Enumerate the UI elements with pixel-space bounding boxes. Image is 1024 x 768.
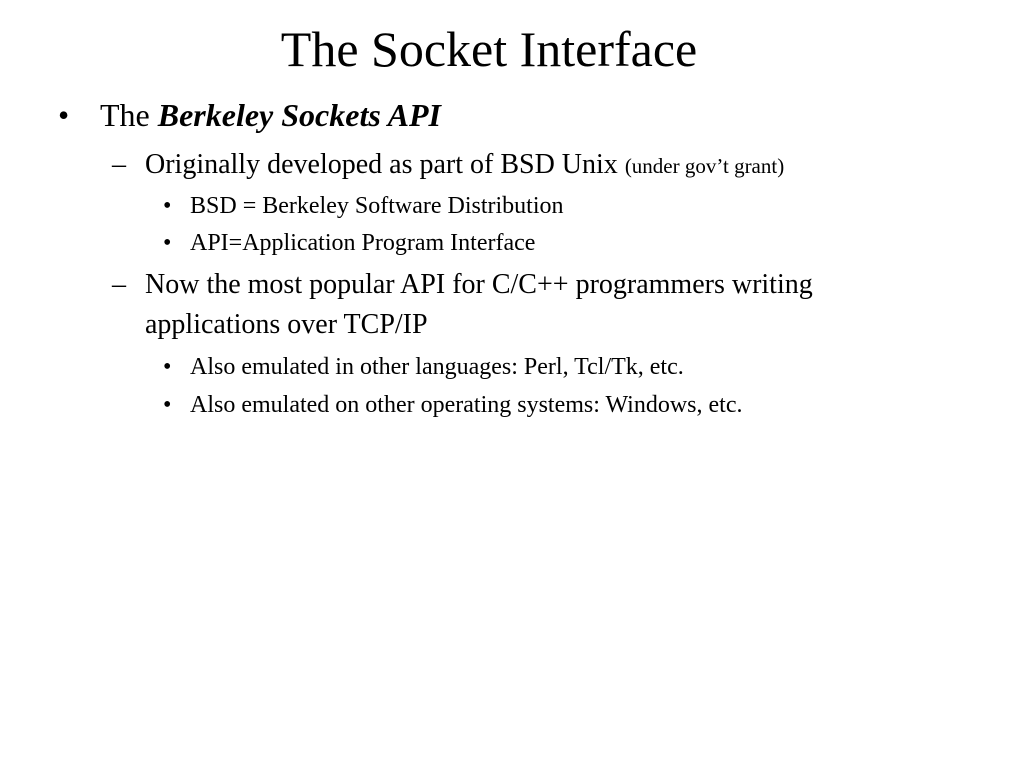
bullet-icon: •: [163, 354, 172, 380]
slide-title: The Socket Interface: [280, 21, 698, 77]
bullet-emphasis: Berkeley Sockets API: [157, 97, 441, 133]
bullet-icon: •: [163, 193, 172, 219]
bullet-icon: •: [163, 230, 172, 256]
dash-icon: –: [112, 149, 126, 180]
bullet-icon: •: [163, 392, 172, 418]
subsubitem-os: Also emulated on other operating systems: Windows, etc.: [190, 392, 743, 418]
subsubitem-bsd: BSD = Berkeley Software Distribution: [190, 193, 564, 219]
dash-icon: –: [112, 269, 126, 300]
subitem-popular-line1: Now the most popular API for C/C++ programmers writing: [145, 269, 813, 300]
subsubitem-api: API=Application Program Interface: [190, 230, 536, 256]
subitem-popular-line2: applications over TCP/IP: [145, 309, 428, 340]
subitem-note: (under gov’t grant): [624, 154, 785, 178]
bullet-icon: •: [58, 97, 70, 133]
subitem-text: Originally developed as part of BSD Unix: [145, 149, 625, 180]
subsubitem-languages: Also emulated in other languages: Perl, Tcl/Tk, etc.: [190, 354, 684, 380]
bullet-prefix: The: [100, 97, 158, 133]
subitem-originally: [145, 148, 784, 183]
bullet-item-berkeley: [100, 95, 441, 135]
